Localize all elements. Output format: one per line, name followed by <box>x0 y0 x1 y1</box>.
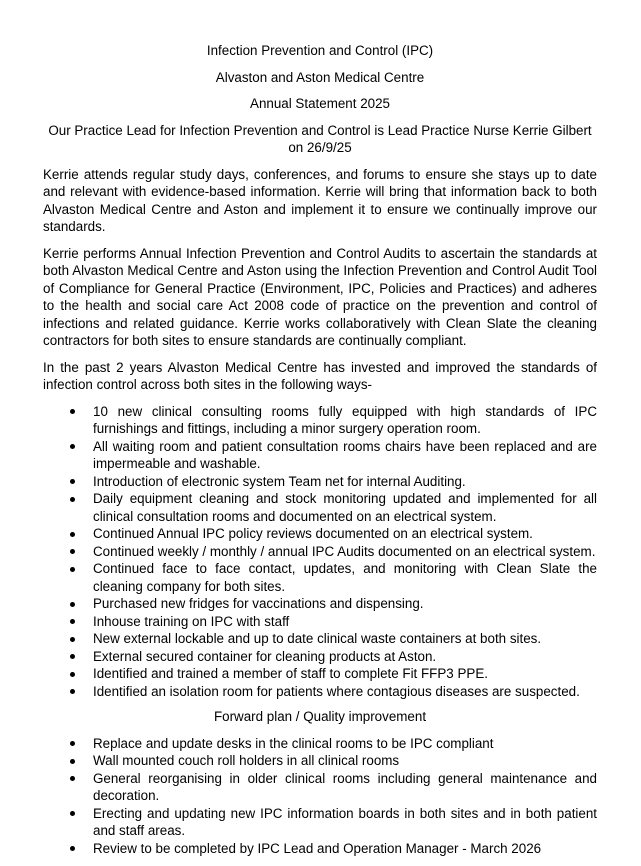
improvement-item: Identified and trained a member of staff to complete Fit FFP3 PPE. <box>93 665 597 683</box>
lead-line-1: Our Practice Lead for Infection Prevention and Control is Lead Practice Nurse Kerrie Gilbert <box>48 122 592 138</box>
improvement-item: New external lockable and up to date clinical waste containers at both sites. <box>93 630 597 648</box>
improvement-item: Continued Annual IPC policy reviews documented on an electrical system. <box>93 525 597 543</box>
paragraph-investment-intro: In the past 2 years Alvaston Medical Centre has invested and improved the standards of infection control across both sites in the following ways- <box>43 359 597 392</box>
improvement-item: External secured container for cleaning products at Aston. <box>93 648 597 666</box>
improvement-item: 10 new clinical consulting rooms fully equipped with high standards of IPC furnishings and fittings, including a minor surgery operation room. <box>93 403 597 436</box>
improvement-item: Identified an isolation room for patients where contagious diseases are suspected. <box>93 683 597 701</box>
forward-plan-item: Review to be completed by IPC Lead and Operation Manager - March 2026 <box>93 840 597 858</box>
improvement-item: Inhouse training on IPC with staff <box>93 613 597 631</box>
lead-line-2: on 26/9/25 <box>288 140 352 155</box>
paragraph-audits: Kerrie performs Annual Infection Prevention and Control Audits to ascertain the standards at both Alvaston Medical Centre and Aston using the Infection Prevention and Control Audit Tool of Compliance for General Practice (Environment, IPC, Policies and Practices) and adheres to the health and social care Act 2008 code of practice on the prevention and control of infections and related guidance. Kerrie works collaboratively with Clean Slate the cleaning contractors for both sites to ensure standards are continually compliant. <box>43 245 597 348</box>
doc-subtitle-practice: Alvaston and Aston Medical Centre <box>215 69 425 85</box>
improvement-item: Introduction of electronic system Team net for internal Auditing. <box>93 473 597 491</box>
forward-plan-heading: Forward plan / Quality improvement <box>213 709 427 724</box>
improvement-item: Continued weekly / monthly / annual IPC Audits documented on an electrical system. <box>93 543 596 559</box>
forward-plan-item: Wall mounted couch roll holders in all clinical rooms <box>93 752 597 770</box>
forward-plan-item: General reorganising in older clinical rooms including general maintenance and decoration. <box>93 770 597 803</box>
forward-plan-item: Erecting and updating new IPC information boards in both sites and in both patient and staff areas. <box>93 805 597 838</box>
improvement-item: Purchased new fridges for vaccinations and dispensing. <box>93 595 597 613</box>
forward-plan-list <box>43 735 597 858</box>
doc-subtitle-year: Annual Statement 2025 <box>250 96 390 111</box>
improvements-list <box>43 403 597 701</box>
lead-paragraph <box>43 122 597 157</box>
paragraph-study-days: Kerrie attends regular study days, conferences, and forums to ensure she stays up to date and relevant with evidence-based information. Kerrie will bring that information back to both Alvaston Medical Centre and Aston and implement it to ensure we continually improve our standards. <box>43 166 597 234</box>
improvement-item: Continued face to face contact, updates, and monitoring with Clean Slate the cleaning company for both sites. <box>93 561 597 594</box>
forward-plan-item: Replace and update desks in the clinical rooms to be IPC compliant <box>93 735 597 753</box>
improvement-item: All waiting room and patient consultation rooms chairs have been replaced and are impermeable and washable. <box>93 438 597 471</box>
doc-title: Infection Prevention and Control (IPC) <box>206 43 434 58</box>
improvement-item: Daily equipment cleaning and stock monitoring updated and implemented for all clinical consultation rooms and documented on an electrical system. <box>93 491 597 524</box>
